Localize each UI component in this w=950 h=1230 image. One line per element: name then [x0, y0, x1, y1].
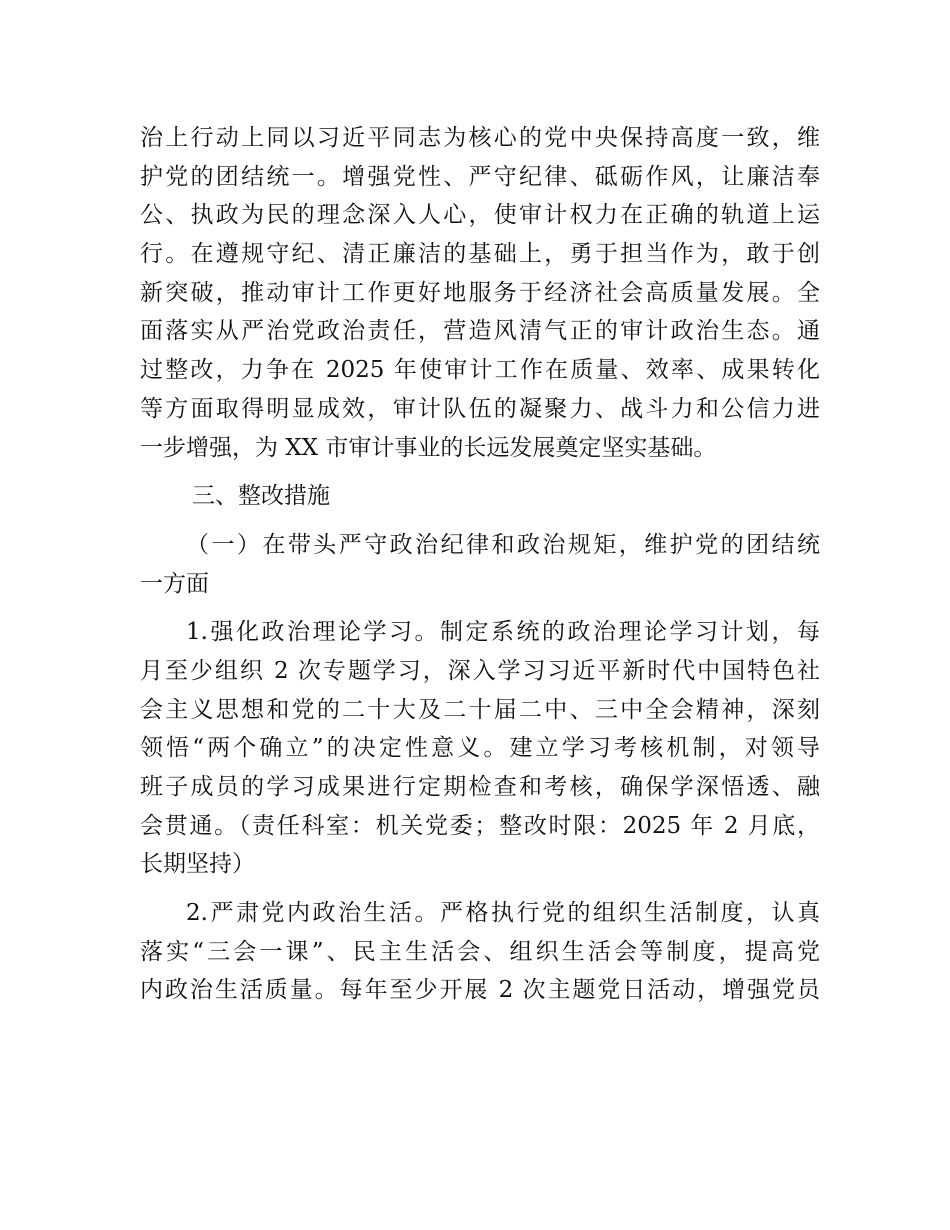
text-line: 新突破，推动审计工作更好地服务于经济社会高质量发展。全: [140, 279, 820, 306]
text-line: 行。在遵规守纪、清正廉洁的基础上，勇于担当作为，敢于创: [140, 241, 820, 268]
text-line: 会贯通。（责任科室：机关党委；整改时限：2025 年 2 月底，: [140, 812, 820, 839]
text-line: 2.严肃党内政治生活。严格执行党的组织生活制度，认真: [186, 900, 820, 927]
text-line: 落实“三会一课”、民主生活会、组织生活会等制度，提高党: [140, 938, 820, 965]
paragraph-gap: [140, 884, 820, 894]
item-2-party-life: [140, 894, 820, 1010]
text-line: 公、执政为民的理念深入人心，使审计权力在正确的轨道上运: [140, 202, 820, 229]
subsection-heading-1: [140, 526, 820, 603]
document-body: [140, 119, 820, 1010]
section-heading-measures: [140, 477, 820, 516]
text-line: 一步增强，为 XX 市审计事业的长远发展奠定坚实基础。: [140, 434, 717, 461]
paragraph-gap: [140, 603, 820, 613]
text-line: 治上行动上同以习近平同志为核心的党中央保持高度一致，维: [140, 125, 820, 151]
paragraph-gap: [140, 516, 820, 526]
text-line: 会主义思想和党的二十大及二十届二中、三中全会精神，深刻: [140, 696, 820, 723]
text-line: 等方面取得明显成效，审计队伍的凝聚力、战斗力和公信力进: [140, 395, 820, 422]
text-line: 1.强化政治理论学习。制定系统的政治理论学习计划，每: [186, 619, 820, 646]
text-line: 领悟“两个确立”的决定性意义。建立学习考核机制，对领导: [140, 735, 820, 762]
text-line: 月至少组织 2 次专题学习，深入学习习近平新时代中国特色社: [140, 657, 820, 684]
text-line: 护党的团结统一。增强党性、严守纪律、砥砺作风，让廉洁奉: [140, 163, 820, 190]
section-heading: 三、整改措施: [192, 483, 330, 510]
item-1-political-theory: [140, 613, 820, 884]
subsection-heading-line: 一方面: [140, 570, 209, 597]
paragraph-goals: [140, 119, 820, 467]
text-line: 内政治生活质量。每年至少开展 2 次主题党日活动，增强党员: [140, 977, 820, 1004]
paragraph-gap: [140, 467, 820, 477]
text-line: 面落实从严治党政治责任，营造风清气正的审计政治生态。通: [140, 318, 820, 345]
text-line: 长期坚持）: [140, 851, 255, 878]
text-line: 班子成员的学习成果进行定期检查和考核，确保学深悟透、融: [140, 774, 820, 800]
subsection-heading-line: （一）在带头严守政治纪律和政治规矩，维护党的团结统: [186, 531, 820, 558]
text-line: 过整改，力争在 2025 年使审计工作在质量、效率、成果转化: [140, 357, 820, 384]
